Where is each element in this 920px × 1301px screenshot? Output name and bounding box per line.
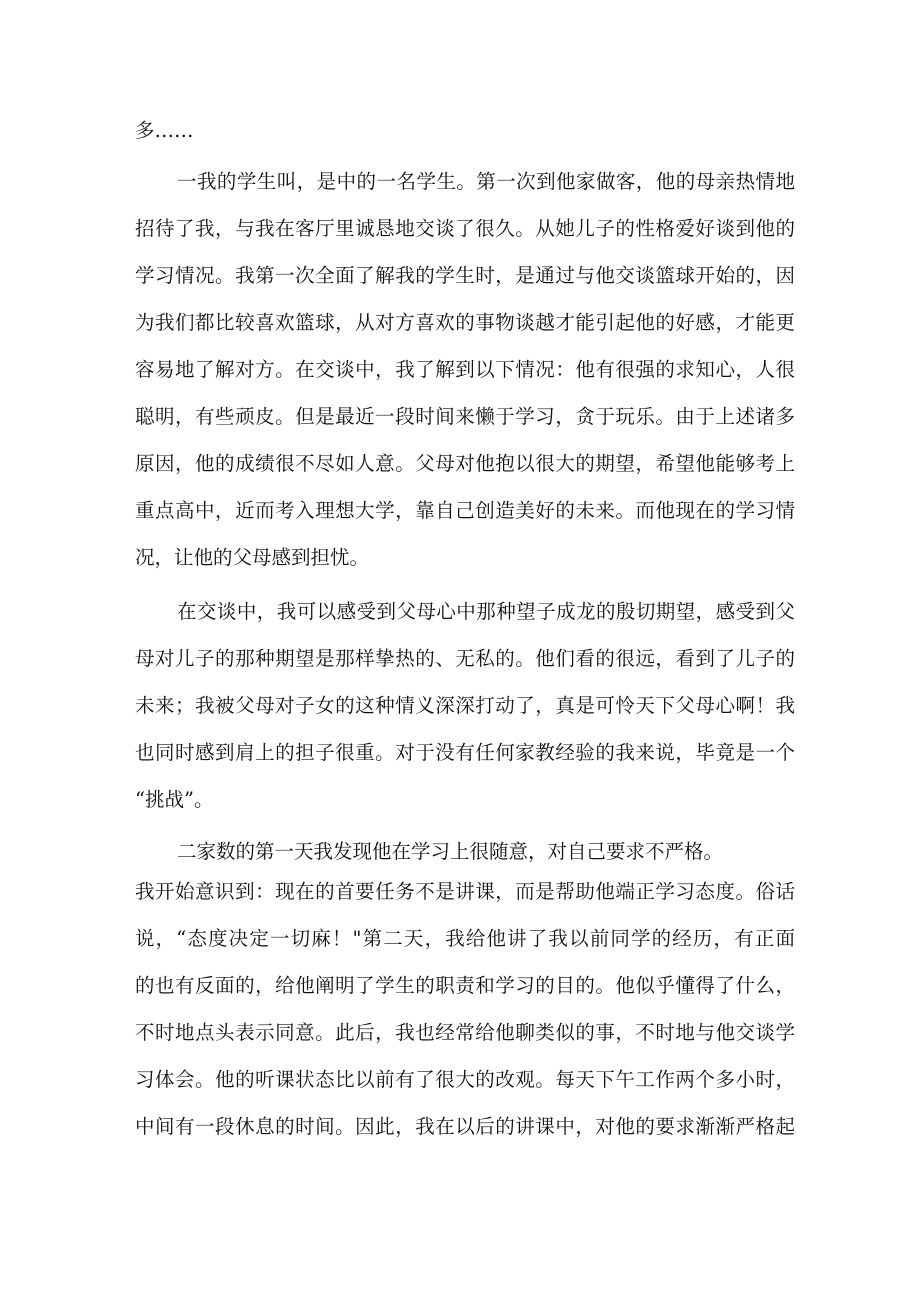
text-line-21: 习体会。他的听课状态比以前有了很大的改观。每天下午工作两个多小时， [135,1068,795,1091]
text-line-5: 为我们都比较喜欢篮球，从对方喜欢的事物谈越才能引起他的好感，才能更 [135,311,795,334]
text-line-13: 未来；我被父母对子女的这种情义深深打动了，真是可怜天下父母心啊！我 [135,694,795,717]
text-line-7: 聪明，有些顽皮。但是最近一段时间来懒于学习，贪于玩乐。由于上述诸多 [135,405,795,428]
text-line-4: 学习情况。我第一次全面了解我的学生时，是通过与他交谈篮球开始的，因 [135,264,795,287]
text-line-10: 况，让他的父母感到担忧。 [135,546,370,569]
text-line-20: 不时地点头表示同意。此后，我也经常给他聊类似的事，不时地与他交谈学 [135,1021,795,1044]
text-line-6: 容易地了解对方。在交谈中，我了解到以下情况：他有很强的求知心，人很 [135,358,795,381]
text-line-2: 一我的学生叫，是中的一名学生。第一次到他家做客，他的母亲热情地 [177,170,795,193]
text-line-12: 母对儿子的那种期望是那样挚热的、无私的。他们看的很远，看到了儿子的 [135,647,795,670]
text-line-16: 二家数的第一天我发现他在学习上很随意，对自己要求不严格。 [177,840,724,863]
text-line-15: “挑战”。 [135,788,214,811]
text-line-14: 也同时感到肩上的担子很重。对于没有任何家教经验的我来说，毕竟是一个 [135,741,795,764]
text-line-1: 多…… [135,119,194,142]
text-line-17: 我开始意识到：现在的首要任务不是讲课，而是帮助他端正学习态度。俗话 [135,880,795,903]
text-line-19: 的也有反面的，给他阐明了学生的职责和学习的目的。他似乎懂得了什么， [135,974,795,997]
text-line-11: 在交谈中，我可以感受到父母心中那种望子成龙的殷切期望，感受到父 [177,600,795,623]
text-line-9: 重点高中，近而考入理想大学，靠自己创造美好的未来。而他现在的学习情 [135,499,795,522]
text-line-3: 招待了我，与我在客厅里诚恳地交谈了很久。从她儿子的性格爱好谈到他的 [135,217,795,240]
text-line-8: 原因，他的成绩很不尽如人意。父母对他抱以很大的期望，希望他能够考上 [135,452,795,475]
text-line-22: 中间有一段休息的时间。因此，我在以后的讲课中，对他的要求渐渐严格起 [135,1115,795,1138]
text-line-18: 说，“态度决定一切麻！"第二天，我给他讲了我以前同学的经历，有正面 [135,927,795,950]
